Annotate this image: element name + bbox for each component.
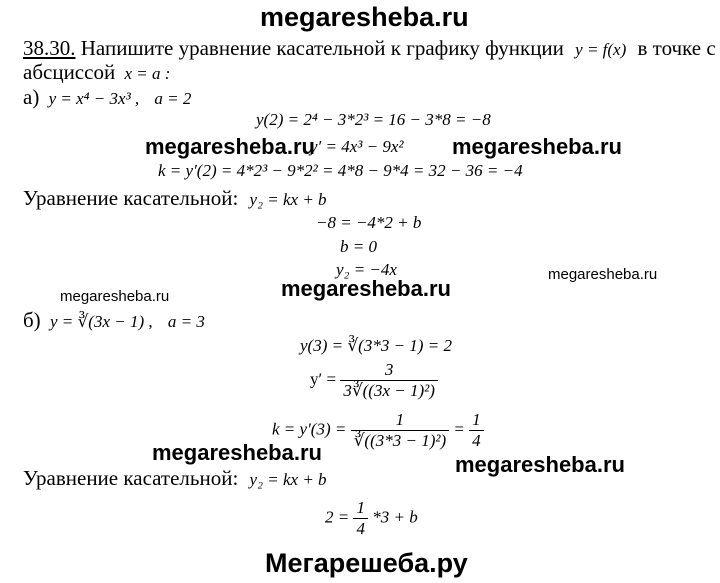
- watermark-inline-5: megaresheba.ru: [455, 452, 625, 477]
- part-a-tangent-line: [23, 186, 327, 211]
- part-b-derivative-num: 3: [384, 360, 394, 379]
- problem-text-line2: абсциссой: [23, 60, 116, 84]
- problem-statement-line1: [23, 36, 716, 61]
- watermark-inline-2: megaresheba.ru: [452, 134, 622, 159]
- part-a-a-value: a = 2: [154, 89, 192, 108]
- part-b-function: y = ∛(3x − 1) ,: [49, 312, 153, 331]
- part-b-header: [23, 308, 205, 333]
- part-b-last-eq-fraction: [353, 498, 368, 539]
- part-b-last-eq-left: 2 =: [325, 507, 350, 527]
- part-b-k-result-den: 4: [469, 430, 484, 451]
- part-b-derivative-den: 3∛((3x − 1)²): [340, 380, 438, 401]
- part-b-label: б): [23, 308, 41, 332]
- watermark-inline-4: megaresheba.ru: [152, 440, 322, 465]
- part-b-k-result-num: 1: [472, 410, 481, 429]
- part-a-eq2: b = 0: [340, 237, 377, 256]
- part-b-derivative-fraction: [340, 360, 438, 401]
- part-b-k-den: ∛((3*3 − 1)²): [351, 430, 450, 451]
- part-a-header: [23, 85, 191, 110]
- part-b-tangent-form: y₂ = kx + b: [249, 470, 327, 489]
- part-b-k-calc: k = y′(3) = $\frac{1}{\text{∛((3*3 − 1)²)}}$ = $\frac{1}{4}$: [272, 410, 484, 451]
- part-b-k-fraction: [351, 410, 450, 451]
- problem-abscissa: x = a :: [124, 64, 171, 83]
- part-a-eq3: y₂ = −4x: [336, 260, 397, 279]
- problem-statement-line2: [23, 60, 170, 85]
- part-a-derivative: y′ = 4x³ − 9x²: [310, 137, 404, 156]
- part-b-k-result-fraction: [469, 410, 484, 451]
- watermark-bottom: Мегарешеба.ру: [265, 548, 468, 578]
- part-a-function: y = x⁴ − 3x³ ,: [48, 89, 140, 108]
- part-b-derivative: y′ = $\frac{3}{\text{3∛((3x − 1)²)}}$: [310, 360, 438, 401]
- watermark-inline-3: megaresheba.ru: [281, 276, 451, 301]
- part-a-k-calc: k = y′(2) = 4*2³ − 9*2² = 4*8 − 9*4 = 32 − 36 = −4: [158, 161, 523, 180]
- part-b-last-eq-num: 1: [356, 498, 365, 517]
- part-a-tangent-form: y₂ = kx + b: [249, 190, 327, 209]
- problem-function: y = f(x): [575, 40, 627, 59]
- part-a-y-at-2: y(2) = 2⁴ − 3*2³ = 16 − 3*8 = −8: [256, 110, 491, 129]
- part-b-tangent-line: [23, 466, 327, 491]
- problem-text: Напишите уравнение касательной к графику функции: [80, 36, 564, 60]
- problem-text-after: в точке с: [637, 36, 716, 60]
- part-a-eq1: −8 = −4*2 + b: [316, 213, 422, 232]
- watermark-small-right: megaresheba.ru: [548, 266, 658, 283]
- part-a-tangent-label: Уравнение касательной:: [23, 186, 239, 210]
- watermark-inline-1: megaresheba.ru: [145, 134, 315, 159]
- part-a-label: а): [23, 85, 40, 109]
- part-b-tangent-label: Уравнение касательной:: [23, 466, 239, 490]
- part-b-last-eq: [325, 498, 418, 539]
- part-b-k-num: 1: [395, 410, 405, 429]
- watermark-top: megaresheba.ru: [260, 2, 469, 32]
- part-b-a-value: a = 3: [167, 312, 205, 331]
- watermark-small-left: megaresheba.ru: [60, 288, 170, 305]
- problem-number: 38.30.: [23, 36, 76, 60]
- part-b-y-at-3: y(3) = ∛(3*3 − 1) = 2: [300, 336, 452, 355]
- part-b-last-eq-den: 4: [353, 518, 368, 539]
- part-b-last-eq-right: *3 + b: [372, 507, 418, 527]
